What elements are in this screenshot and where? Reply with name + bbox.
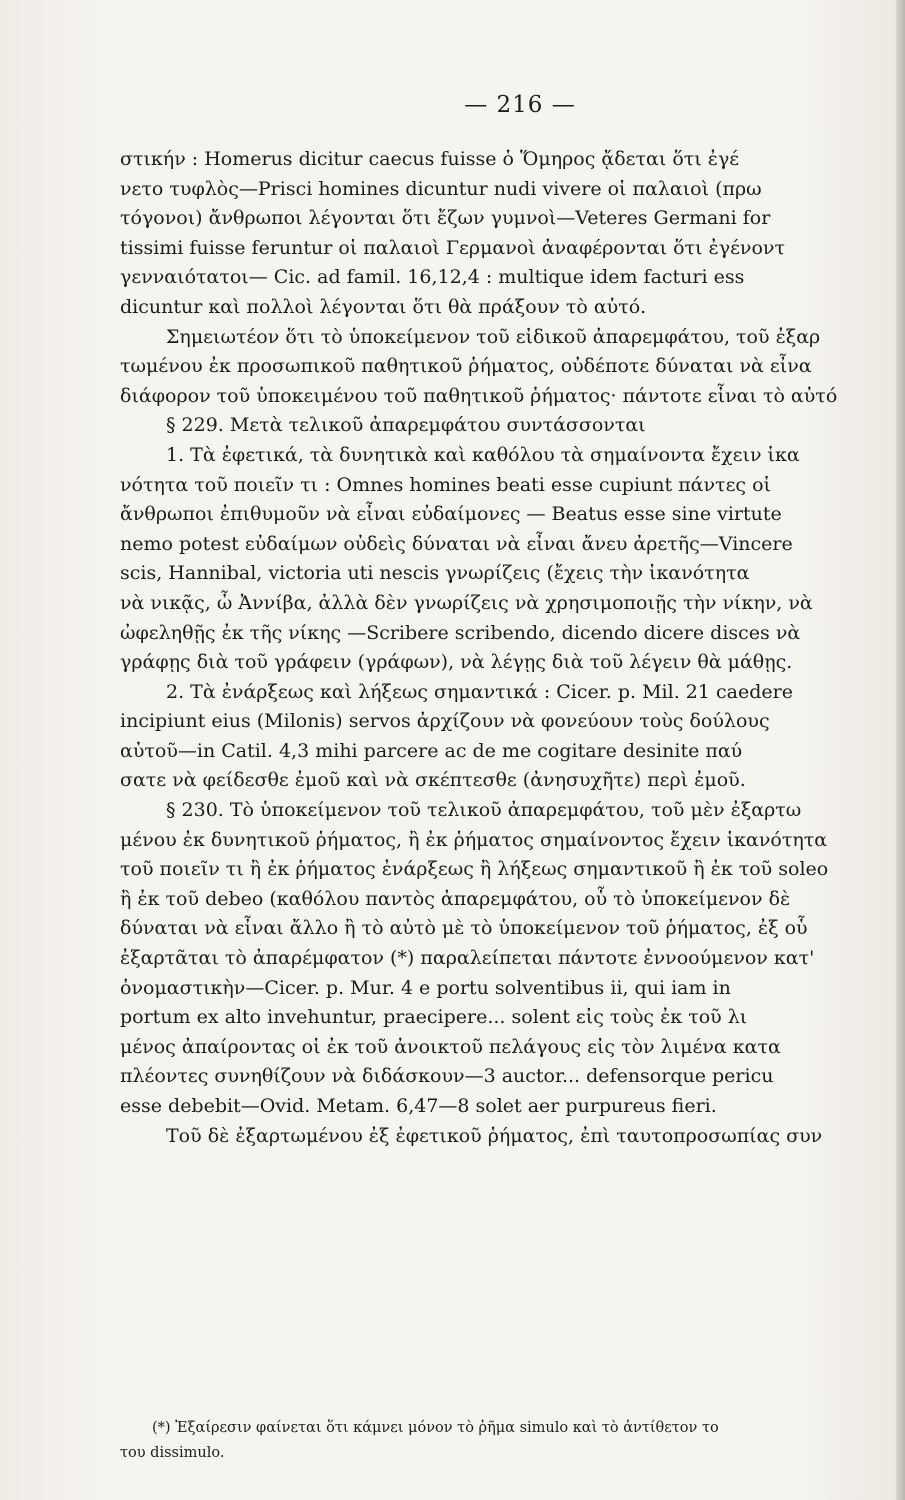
text-line: esse debebit—Ovid. Metam. 6,47—8 solet aer purpureus fieri. [120,1095,717,1117]
text-line: τόγονοι) ἄνθρωποι λέγονται ὅτι ἔζων γυμνοὶ—Veteres Germani for [120,207,771,230]
text-line: § 230. Τὸ ὑποκείμενον τοῦ τελικοῦ ἀπαρεμφάτου, τοῦ μὲν ἐξαρτω [166,799,802,822]
page-number: — 216 — [464,92,576,118]
text-line: πλέοντες συνηθίζουν νὰ διδάσκουν—3 auctor... defensorque pericu [120,1065,774,1088]
text-line: ἢ ἐκ τοῦ debeo (καθόλου παντὸς ἀπαρεμφάτου, οὗ τὸ ὑποκείμενον δὲ [120,887,791,910]
text-line: ὀνομαστικὴν—Cicer. p. Mur. 4 e portu solventibus ii, qui iam in [120,976,731,999]
text-line: νὰ νικᾷς, ὦ Ἀννίβα, ἀλλὰ δὲν γνωρίζεις νὰ χρησιμοποιῇς τὴν νίκην, νὰ [120,591,813,614]
text-line: δύναται νὰ εἶναι ἄλλο ἢ τὸ αὐτὸ μὲ τὸ ὑποκείμενον τοῦ ῥήματος, ἐξ οὗ [120,917,808,940]
text-line: Σημειωτέον ὅτι τὸ ὑποκείμενον τοῦ εἰδικοῦ ἀπαρεμφάτου, τοῦ ἐξαρ [166,325,821,348]
text-line: incipiunt eius (Milonis) servos ἀρχίζουν νὰ φονεύουν τοὺς δούλους [120,710,770,733]
text-line: tissimi fuisse feruntur οἱ παλαιοὶ Γερμανοὶ ἀναφέρονται ὅτι ἐγένοντ [120,236,785,259]
text-line: scis, Hannibal, victoria uti nescis γνωρίζεις (ἔχεις τὴν ἱκανότητα [120,562,750,585]
text-line: τοῦ ποιεῖν τι ἢ ἐκ ῥήματος ἐνάρξεως ἢ λήξεως σημαντικοῦ ἢ ἐκ τοῦ soleo [120,858,829,881]
text-line: γράφῃς διὰ τοῦ γράφειν (γράφων), νὰ λέγῃς διὰ τοῦ λέγειν θὰ μάθῃς. [120,651,793,674]
body-text [120,145,905,1151]
text-line: 1. Τὰ ἐφετικά, τὰ δυνητικὰ καὶ καθόλου τὰ σημαίνοντα ἔχειν ἱκα [166,443,800,466]
text-line: νότητα τοῦ ποιεῖν τι : Omnes homines beati esse cupiunt πάντες οἱ [120,473,771,496]
text-line: σατε νὰ φείδεσθε ἐμοῦ καὶ νὰ σκέπτεσθε (ἀνησυχῆτε) περὶ ἐμοῦ. [120,769,746,792]
text-line: ἐξαρτᾶται τὸ ἀπαρέμφατον (*) παραλείπεται πάντοτε ἐννοούμενον κατ' [120,947,815,970]
text-line: διάφορον τοῦ ὑποκειμένου τοῦ παθητικοῦ ῥήματος· πάντοτε εἶναι τὸ αὐτό [120,384,838,407]
text-line: νετο τυφλὸς—Prisci homines dicuntur nudi vivere οἱ παλαιοὶ (πρω [120,177,762,200]
text-line: ὠφεληθῇς ἐκ τῆς νίκης —Scribere scribendo, dicendo dicere disces νὰ [120,621,801,644]
text-line: § 229. Μετὰ τελικοῦ ἀπαρεμφάτου συντάσσονται [166,414,646,437]
text-line: αὐτοῦ—in Catil. 4,3 mihi parcere ac de me cogitare desinite παύ [120,739,743,762]
text-line: portum ex alto invehuntur, praecipere... solent εἰς τοὺς ἐκ τοῦ λι [120,1006,748,1029]
text-line: γενναιότατοι— Cic. ad famil. 16,12,4 : multique idem facturi ess [120,266,745,289]
text-line: μένου ἐκ δυνητικοῦ ῥήματος, ἢ ἐκ ῥήματος σημαίνοντος ἔχειν ἱκανότητα [120,828,828,851]
text-line: μένος ἀπαίροντας οἱ ἐκ τοῦ ἀνοικτοῦ πελάγους εἰς τὸν λιμένα κατα [120,1035,781,1058]
footnote-line: (*) Ἐξαίρεσιν φαίνεται ὅτι κάμνει μόνον τὸ ῥῆμα simulo καὶ τὸ ἀντίθετον το [152,1420,719,1436]
text-line: στικήν : Homerus dicitur caecus fuisse ὁ Ὅμηρος ᾄδεται ὅτι ἐγέ [120,148,740,170]
text-line: τωμένου ἐκ προσωπικοῦ παθητικοῦ ῥήματος, οὐδέποτε δύναται νὰ εἶνα [120,355,812,378]
text-line: 2. Τὰ ἐνάρξεως καὶ λήξεως σημαντικά : Cicer. p. Mil. 21 caedere [166,680,793,703]
text-line: dicuntur καὶ πολλοὶ λέγονται ὅτι θὰ πράξουν τὸ αὐτό. [120,295,647,318]
text-line: Τοῦ δὲ ἐξαρτωμένου ἐξ ἐφετικοῦ ῥήματος, ἐπὶ ταυτοπροσωπίας συν [166,1124,823,1147]
footnote-line: του dissimulo. [120,1445,225,1461]
text-line: ἄνθρωποι ἐπιθυμοῦν νὰ εἶναι εὐδαίμονες — Beatus esse sine virtute [120,503,782,526]
text-line: nemo potest εὐδαίμων οὐδεὶς δύναται νὰ εἶναι ἄνευ ἀρετῆς—Vincere [120,532,793,555]
footnotes [120,1416,905,1466]
